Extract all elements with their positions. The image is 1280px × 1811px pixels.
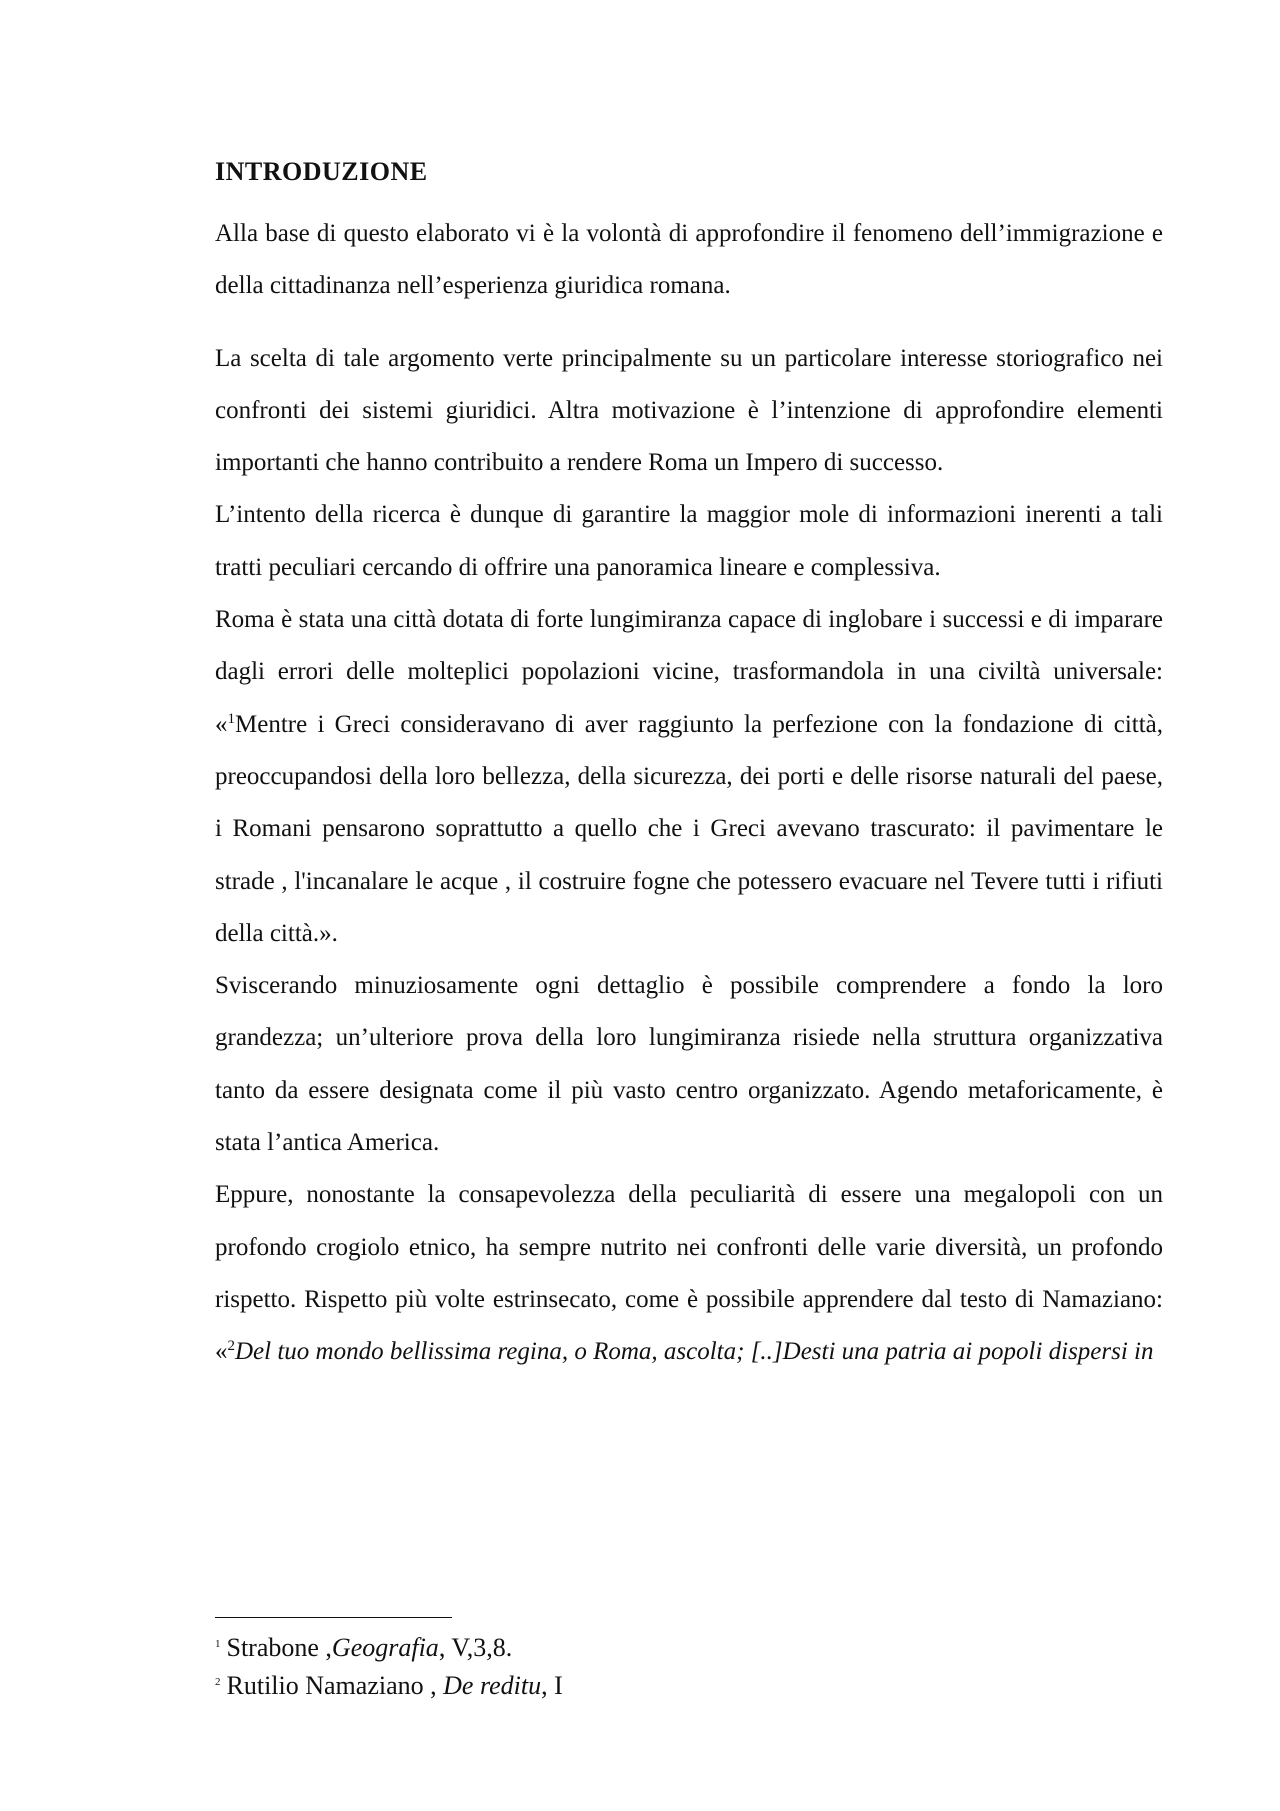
- paragraph-6: [215, 1169, 1163, 1378]
- footnote-2: [215, 1665, 1163, 1703]
- footnote-1: [215, 1627, 1163, 1665]
- paragraph-5: Sviscerando minuziosamente ogni dettaglio è possibile comprendere a fondo la loro grandezza; un’ulteriore prova della loro lungimiranza risiede nella struttura organizzativa tanto da essere designata come il più vasto centro organizzato. Agendo metaforicamente, è stata l’antica America.: [215, 972, 1163, 1157]
- document-page: [215, 150, 1163, 1379]
- footnote-ref-1: 1: [227, 710, 235, 727]
- section-heading: INTRODUZIONE: [215, 157, 428, 186]
- paragraph-6-quote: Del tuo mondo bellissima regina, o Roma, ascolta; [..]Desti una patria ai popoli dispersi in: [235, 1338, 1154, 1366]
- footnote-work-title: Geografia: [331, 1633, 439, 1662]
- footnote-separator: [215, 1617, 452, 1618]
- paragraph-4: [215, 594, 1163, 960]
- footnote-number: 2: [215, 1676, 221, 1688]
- paragraph-6-text-a: Eppure, nonostante la consapevolezza della peculiarità di essere una megalopoli con un profondo crogiolo etnico, ha sempre nutrito nei confronti delle varie diversità, un profondo rispetto. Rispetto più volte estrinsecato, come è possibile apprendere dal testo di Namaziano: «: [215, 1181, 1163, 1366]
- footnote-text: Strabone ,: [226, 1633, 332, 1662]
- footnote-text-end: , V,3,8.: [438, 1633, 513, 1662]
- paragraph-1: Alla base di questo elaborato vi è la volontà di approfondire il fenomeno dell’immigrazione e della cittadinanza nell’esperienza giuridica romana.: [215, 220, 1163, 300]
- paragraph-2: La scelta di tale argomento verte principalmente su un particolare interesse storiografico nei confronti dei sistemi giuridici. Altra motivazione è l’intenzione di approfondire elementi importanti che hanno contribuito a rendere Roma un Impero di successo.: [215, 344, 1163, 477]
- footnotes: [215, 1627, 1163, 1703]
- paragraph-4-text-a: Roma è stata una città dotata di forte lungimiranza capace di inglobare i successi e di imparare dagli errori delle molteplici popolazioni vicine, trasformandola in una civiltà universale: «: [215, 606, 1163, 738]
- footnote-text-end: , I: [541, 1671, 563, 1700]
- paragraph-4-quote: Mentre i Greci consideravano di aver raggiunto la perfezione con la fondazione di città, preoccupandosi della loro bellezza, della sicurezza, dei porti e delle risorse naturali del paese, i Romani pensarono soprattutto a quello che i Greci avevano trascurato: il pavimentare le strade , l'incanalare le acque , il costruire fogne che potessero evacuare nel Tevere tutti i rifiuti della città.».: [215, 710, 1163, 947]
- footnote-text: Rutilio Namaziano ,: [226, 1671, 444, 1700]
- paragraph-3: L’intento della ricerca è dunque di garantire la maggior mole di informazioni inerenti a tali tratti peculiari cercando di offrire una panoramica lineare e complessiva.: [215, 501, 1163, 581]
- footnote-ref-2: 2: [227, 1338, 235, 1355]
- footnote-work-title: De reditu: [443, 1671, 542, 1700]
- footnote-number: 1: [215, 1638, 221, 1650]
